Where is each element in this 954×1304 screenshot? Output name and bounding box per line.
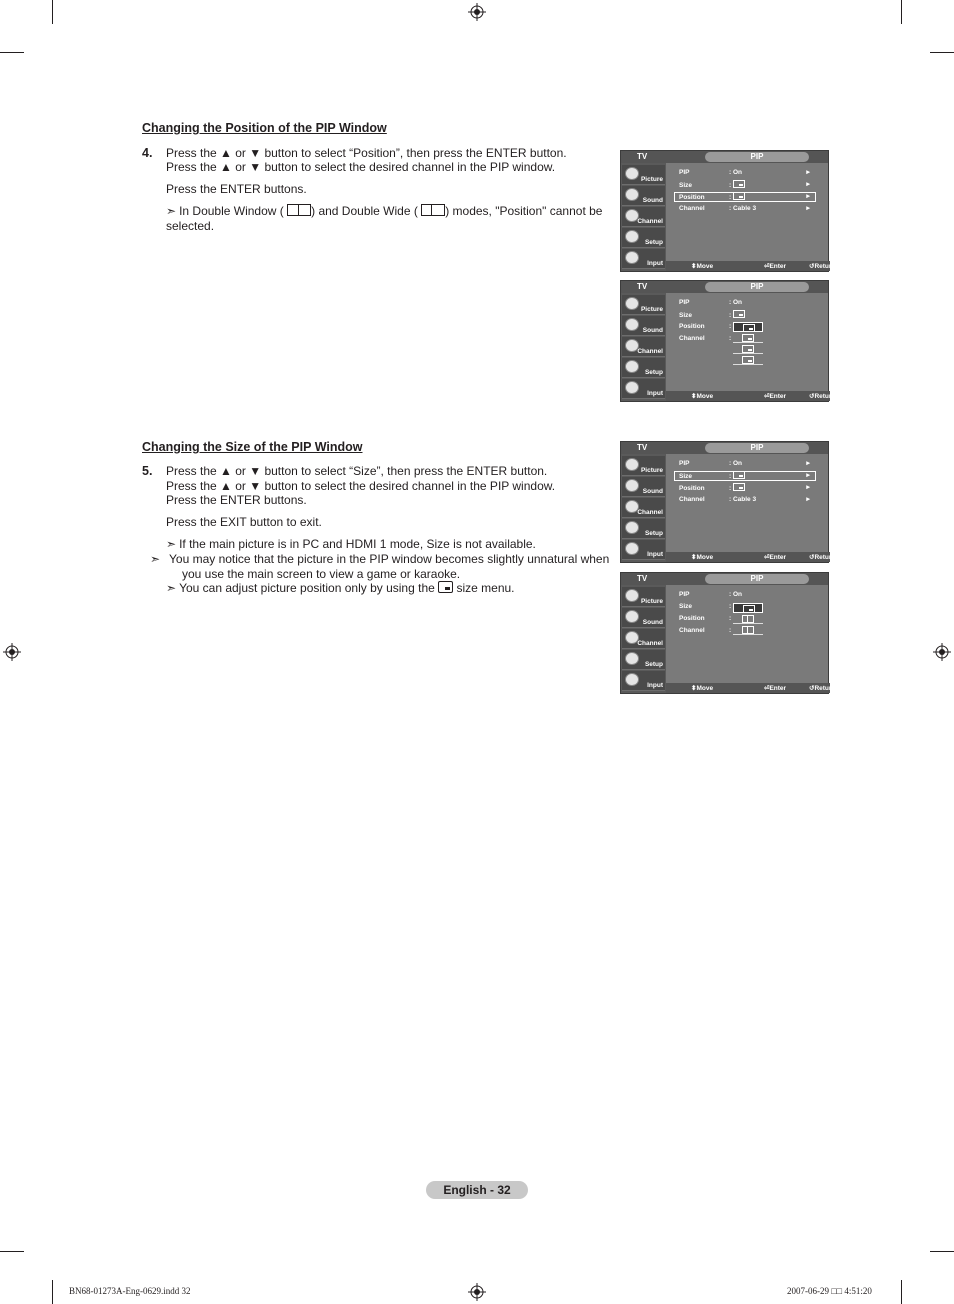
input-icon xyxy=(625,542,639,555)
tv-menu-screenshot xyxy=(620,280,836,402)
menu-row-pip: PIP : On xyxy=(679,299,742,306)
sidebar-item-channel: Channel xyxy=(622,337,665,357)
double-wide-icon xyxy=(421,204,445,216)
input-icon xyxy=(625,251,639,264)
menu-sidebar xyxy=(621,293,666,401)
sidebar-item-setup: Setup xyxy=(622,228,665,248)
menu-title: PIP xyxy=(705,443,809,453)
crop-mark xyxy=(930,52,954,53)
sidebar-item-setup: Setup xyxy=(622,650,665,670)
crop-mark xyxy=(0,52,24,53)
picture-icon xyxy=(625,458,639,471)
sidebar-item-channel: Channel xyxy=(622,629,665,649)
sidebar-item-input: Input xyxy=(622,540,665,560)
sidebar-item-sound: Sound xyxy=(622,186,665,206)
menu-footer: ⬍ Move ⏎ Enter ↺ Return xyxy=(666,683,830,693)
menu-row-pip: PIP : On ► xyxy=(679,169,812,176)
menu-footer: ⬍ Move ⏎ Enter ↺ Return xyxy=(666,391,830,401)
menu-row-size: Size : xyxy=(679,603,732,610)
tv-label: TV xyxy=(637,152,648,161)
sidebar-item-channel: Channel xyxy=(622,207,665,227)
tv-label: TV xyxy=(637,574,648,583)
setup-icon xyxy=(625,521,639,534)
menu-row-size: Size : ► xyxy=(679,472,812,480)
registration-mark-icon xyxy=(933,643,951,661)
step-number: 4. xyxy=(142,146,153,160)
input-icon xyxy=(625,381,639,394)
menu-row-channel: Channel : Cable 3 ► xyxy=(679,496,812,503)
note-text: In Double Window ( xyxy=(179,204,284,218)
footer-timestamp: 2007-06-29 □□ 4:51:20 xyxy=(787,1286,872,1296)
position-option xyxy=(733,344,763,354)
menu-footer: ⬍ Move ⏎ Enter ↺ Return xyxy=(666,552,830,562)
menu-row-position: Position : ► xyxy=(679,484,812,492)
menu-title: PIP xyxy=(705,574,809,584)
note xyxy=(166,581,596,596)
menu-sidebar xyxy=(621,163,666,271)
position-option xyxy=(733,322,763,332)
menu-row-size: Size : xyxy=(679,310,745,320)
sidebar-item-input: Input xyxy=(622,379,665,399)
step-line: Press the ▲ or ▼ button to select “Position”, then press the ENTER button. xyxy=(166,146,567,160)
note-text: If the main picture is in PC and HDMI 1 mode, Size is not available. xyxy=(179,537,536,551)
note-text: ) and Double Wide ( xyxy=(311,204,418,218)
note-text: ) modes, "Position" cannot be selected. xyxy=(166,204,603,233)
registration-mark-icon xyxy=(468,3,486,21)
picture-icon xyxy=(625,297,639,310)
registration-mark-icon xyxy=(3,643,21,661)
tv-label: TV xyxy=(637,282,648,291)
sidebar-item-picture: Picture xyxy=(622,165,665,185)
menu-row-pip: PIP : On ► xyxy=(679,460,812,467)
note-arrow-icon: ➣ xyxy=(166,204,177,218)
picture-icon xyxy=(625,589,639,602)
sidebar-item-setup: Setup xyxy=(622,358,665,378)
menu-row-channel: Channel : xyxy=(679,335,732,342)
menu-row-size: Size : ► xyxy=(679,181,812,189)
note: ➣ You may notice that the picture in the PIP window becomes slightly unnatural when you use the main screen to view a game or karaoke. xyxy=(150,552,610,581)
menu-title: PIP xyxy=(705,152,809,162)
sound-icon xyxy=(625,479,639,492)
note-text: You can adjust picture position only by using the xyxy=(179,581,435,595)
tv-menu-screenshot xyxy=(620,150,836,272)
note xyxy=(166,537,596,552)
menu-row-position: Position : xyxy=(679,323,732,330)
sidebar-item-sound: Sound xyxy=(622,608,665,628)
note-text: You may notice that the picture in the PIP window becomes slightly unnatural when you use the main screen to view a game or karaoke. xyxy=(169,552,610,581)
sidebar-item-input: Input xyxy=(622,671,665,691)
registration-mark-icon xyxy=(468,1283,486,1301)
crop-mark xyxy=(52,1280,53,1304)
sidebar-item-input: Input xyxy=(622,249,665,269)
page-number: English - 32 xyxy=(426,1181,528,1199)
menu-row-channel: Channel : xyxy=(679,627,732,634)
setup-icon xyxy=(625,230,639,243)
menu-row-position: Position : ► xyxy=(679,193,812,201)
crop-mark xyxy=(901,1280,902,1304)
step-line: Press the ▲ or ▼ button to select “Size”, then press the ENTER button. xyxy=(166,464,548,478)
menu-row-channel: Channel : Cable 3 ► xyxy=(679,205,812,212)
footer-file-info: BN68-01273A-Eng-0629.indd 32 xyxy=(69,1286,191,1296)
tv-menu-screenshot xyxy=(620,572,836,694)
step-line: Press the ▲ or ▼ button to select the desired channel in the PIP window. xyxy=(166,160,556,174)
position-option xyxy=(733,333,763,343)
step-number: 5. xyxy=(142,464,153,478)
sidebar-item-sound: Sound xyxy=(622,316,665,336)
sound-icon xyxy=(625,318,639,331)
note-arrow-icon: ➣ xyxy=(166,581,177,595)
crop-mark xyxy=(901,0,902,24)
sidebar-item-setup: Setup xyxy=(622,519,665,539)
sidebar-item-picture: Picture xyxy=(622,295,665,315)
menu-sidebar xyxy=(621,454,666,562)
note-text: size menu. xyxy=(456,581,515,595)
step-line: Press the ENTER buttons. xyxy=(166,182,307,196)
sound-icon xyxy=(625,610,639,623)
menu-sidebar xyxy=(621,585,666,693)
note-arrow-icon: ➣ xyxy=(166,537,177,551)
input-icon xyxy=(625,673,639,686)
sidebar-item-channel: Channel xyxy=(622,498,665,518)
size-option xyxy=(733,603,763,613)
step-line: Press the ENTER buttons. xyxy=(166,493,307,507)
note xyxy=(166,204,606,234)
section-heading: Changing the Position of the PIP Window xyxy=(142,121,387,135)
menu-row-pip: PIP : On xyxy=(679,591,742,598)
sidebar-item-sound: Sound xyxy=(622,477,665,497)
tv-menu-screenshot xyxy=(620,441,836,563)
pip-size-icon xyxy=(438,581,453,593)
crop-mark xyxy=(930,1251,954,1252)
setup-icon xyxy=(625,652,639,665)
menu-footer: ⬍ Move ⏎ Enter ↺ Return xyxy=(666,261,830,271)
menu-row-position: Position : xyxy=(679,615,732,622)
sound-icon xyxy=(625,188,639,201)
sidebar-item-picture: Picture xyxy=(622,456,665,476)
size-option xyxy=(733,614,763,624)
section-heading: Changing the Size of the PIP Window xyxy=(142,440,363,454)
menu-title: PIP xyxy=(705,282,809,292)
step-line: Press the EXIT button to exit. xyxy=(166,515,322,529)
setup-icon xyxy=(625,360,639,373)
crop-mark xyxy=(52,0,53,24)
double-window-icon xyxy=(287,204,311,216)
sidebar-item-picture: Picture xyxy=(622,587,665,607)
size-option xyxy=(733,625,763,635)
position-option xyxy=(733,355,763,365)
step-line: Press the ▲ or ▼ button to select the desired channel in the PIP window. xyxy=(166,479,556,493)
picture-icon xyxy=(625,167,639,180)
crop-mark xyxy=(0,1251,24,1252)
tv-label: TV xyxy=(637,443,648,452)
